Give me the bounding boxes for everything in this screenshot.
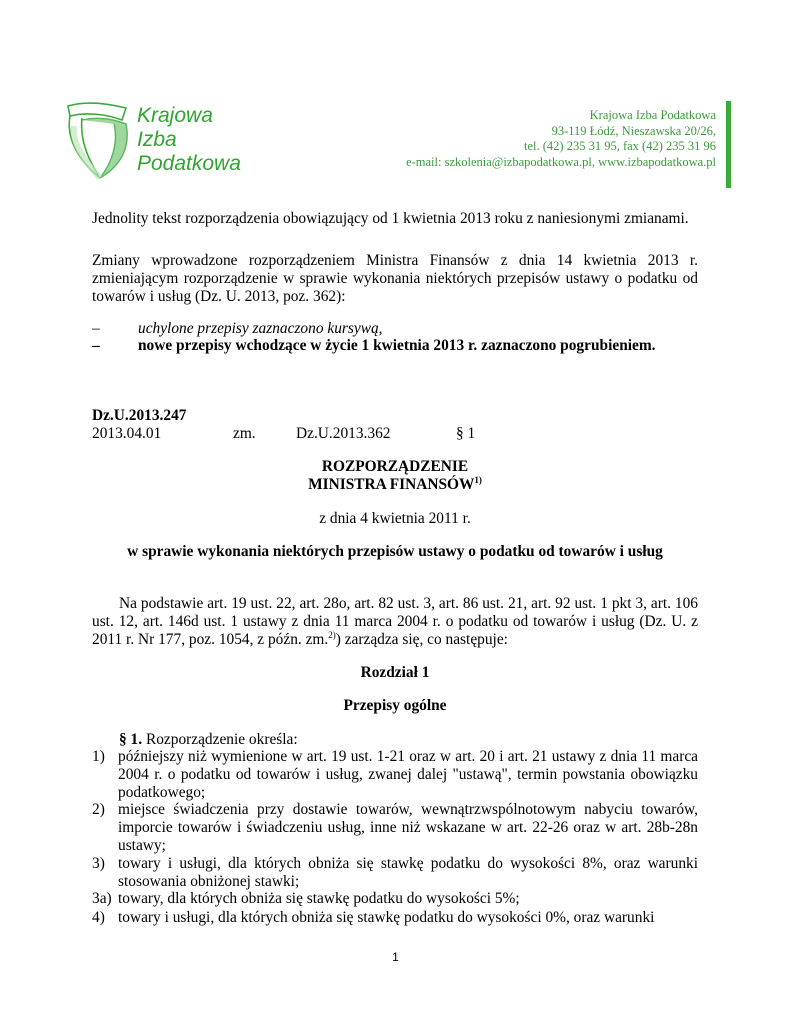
ministry-title: MINISTRA FINANSÓW$^{1)}$ [308,474,482,493]
legend-bold-note: nowe przepisy wchodzące w życie 1 kwietnia 2013 r. zaznaczono pogrubieniem. [138,337,656,354]
contact-phone: tel. (42) 235 31 95, fax (42) 235 31 96 [524,139,716,153]
list-item-number: 4) [92,909,105,926]
amended-paragraph: § 1 [456,425,476,442]
consolidated-text-note: Jednolity tekst rozporządzenia obowiązujący od 1 kwietnia 2013 roku z naniesionymi zmianami. [92,210,689,227]
list-item-number: 3) [92,855,105,872]
contact-block [406,108,716,170]
contact-name: Krajowa Izba Podatkowa [589,108,716,122]
amendment-date: 2013.04.01 [92,425,162,442]
amending-act: Dz.U.2013.362 [296,425,391,442]
logo-line-1: Krajowa [137,104,213,127]
chapter-title: Przepisy ogólne [343,697,447,714]
list-item-number: 3a) [92,890,112,907]
kip-logo [60,98,260,198]
list-item-number: 1) [92,748,105,765]
header-accent-bar [726,101,731,188]
logo-line-3: Podatkowa [137,152,241,175]
legend-dash-1: – [92,320,100,337]
regulation-title: ROZPORZĄDZENIE [321,458,469,475]
logo-line-2: Izba [137,128,177,151]
page-number: 1 [392,950,399,964]
regulation-subject: w sprawie wykonania niektórych przepisów ustawy o podatku od towarów i usług [127,543,663,560]
regulation-date: z dnia 4 kwietnia 2011 r. [319,510,471,527]
legal-basis-paragraph: Na podstawie art. 19 ust. 22, art. 28o, art. 82 ust. 3, art. 86 ust. 21, art. 92 ust. 1 pkt 3, art. 106 ust. 12, art. 146d ust. 1 ustawy z dnia 11 marca 2004 r. o podatku od towarów i usług (Dz. U. z 2011 r. Nr 177, poz. 1054, z późn. zm.$^{2)}$) zarządza się, co następuje: [92,595,698,648]
paragraph-1-intro: § 1. Rozporządzenie określa: [119,731,298,748]
list-item-text: towary i usługi, dla których obniża się stawkę podatku do wysokości 8%, oraz warunki stosowania obniżonej stawki; [118,855,698,890]
changes-paragraph: Zmiany wprowadzone rozporządzeniem Ministra Finansów z dnia 14 kwietnia 2013 r. zmieniającym rozporządzenie w sprawie wykonania niektórych przepisów ustawy o podatku od towarów i usług (Dz. U. 2013, poz. 362): [92,252,698,305]
list-item-number: 2) [92,801,105,818]
contact-email: e-mail: szkolenia@izbapodatkowa.pl, www.izbapodatkowa.pl [406,154,716,169]
amendment-label: zm. [233,425,256,442]
logo-wordmark [137,104,241,176]
list-item-text: towary, dla których obniża się stawkę podatku do wysokości 5%; [118,890,520,907]
legend-italic-note: uchylone przepisy zaznaczono kursywą, [138,320,383,337]
list-item-text: towary i usługi, dla których obniża się stawkę podatku do wysokości 0%, oraz warunki [118,909,655,926]
journal-reference: Dz.U.2013.247 [92,407,187,424]
chapter-heading: Rozdział 1 [360,664,430,681]
contact-address: 93-119 Łódź, Nieszawska 20/26, [551,123,716,138]
folder-leaf-icon [60,98,140,188]
legend-dash-2: – [92,337,100,354]
list-item-text: późniejszy niż wymienione w art. 19 ust. 1-21 oraz w art. 20 i art. 21 ustawy z dnia 11 marca 2004 r. o podatku od towarów i usług, zwanej dalej "ustawą", termin powstania obowiązku podatkowego; [118,748,698,801]
list-item-text: miejsce świadczenia przy dostawie towarów, wewnątrzwspólnotowym nabyciu towarów, imporcie towarów i świadczeniu usług, inne niż wskazane w art. 22-26 oraz w art. 28b-28n ustawy; [118,801,698,854]
